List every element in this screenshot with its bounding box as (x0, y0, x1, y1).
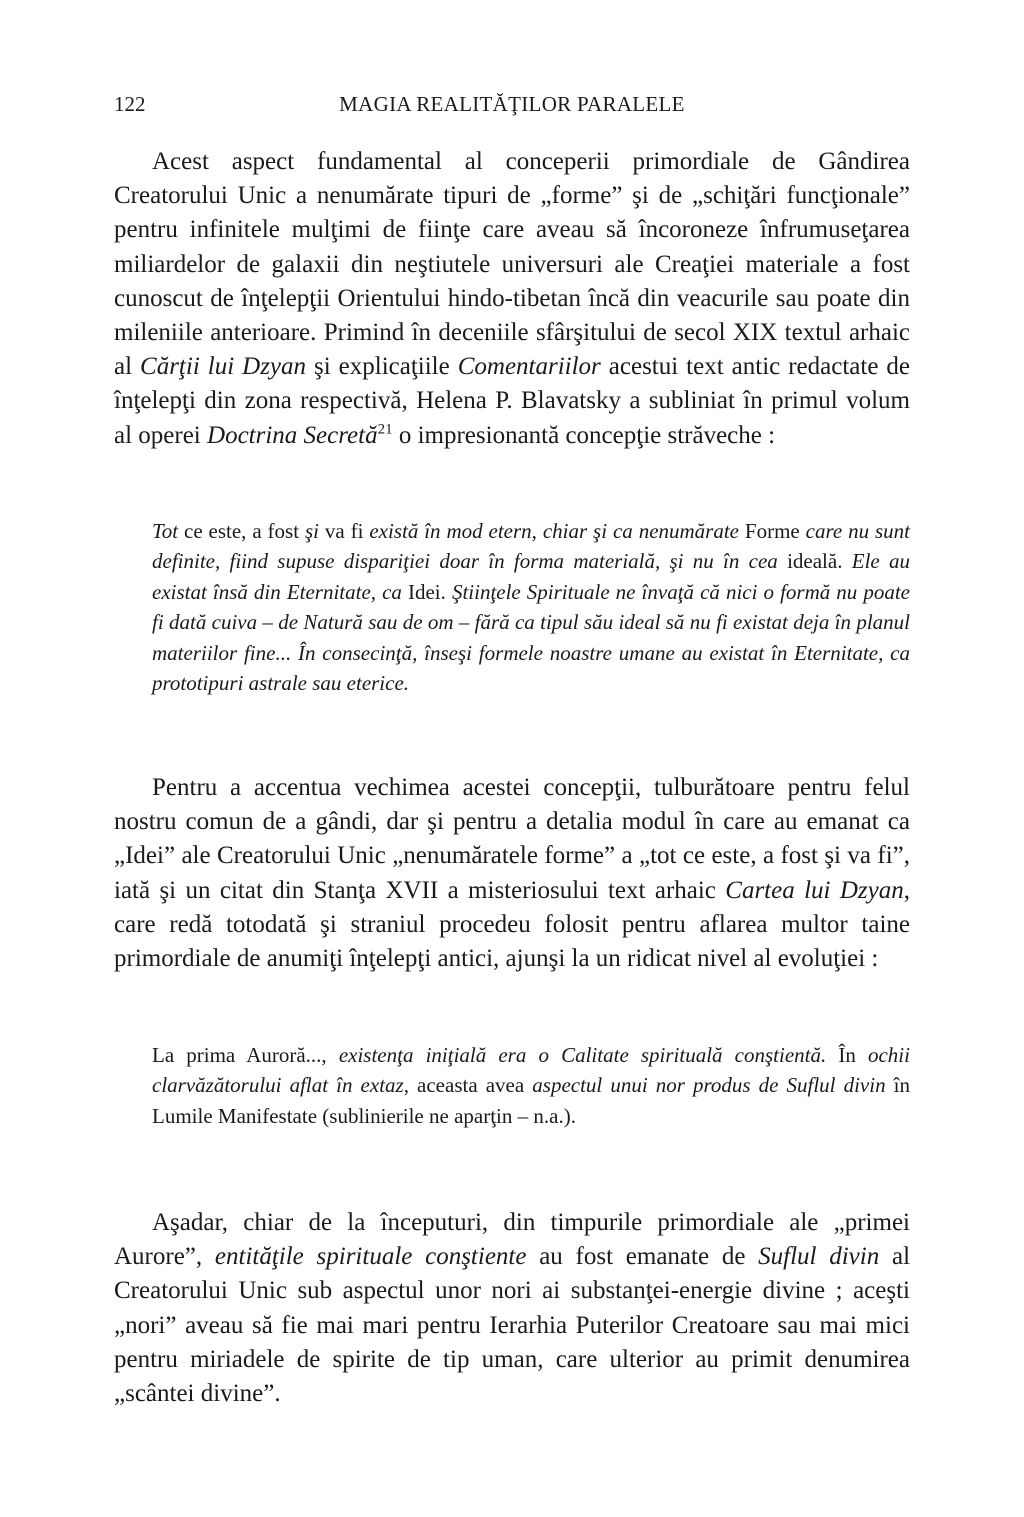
q1-text-e: ideală. (777, 549, 852, 574)
p3-italic-a: entităţile spirituale conştiente (214, 1243, 527, 1271)
p3-text-b: au fost emanate de (526, 1243, 759, 1271)
p1-text-d: o impresionantă concepţie străveche : (392, 421, 776, 449)
q1-text-b: ce este, a fost (178, 519, 305, 543)
q2-italic-a: existenţa iniţială era o Calitate spirituală conştientă. (338, 1043, 827, 1067)
q1-italic-e: Ele au existat însă din Eternitate, ca (152, 549, 911, 604)
p3-text-a: Aşadar, chiar de la începuturi, din timpurile primordiale ale „primei Aurore”, (114, 1209, 910, 1271)
paragraph-2 (114, 771, 910, 976)
q2-text-b: În (826, 1043, 868, 1067)
p1-text-a: Acest aspect fundamental al conceperii primordiale de Gândirea Creatorului Unic a nenumărate tipuri de „forme” şi de „schiţări funcţionale” pentru infinitele mulţimi de fiinţe care aveau să încoroneze înfrumuseţarea miliardelor de galaxii din neştiutele universuri ale Creaţiei materiale a fost cunoscut de înţelepţii Orientului hindo-tibetan încă din veacurile sau poate din mileniile anterioare. Primind în deceniile sfârşitului de secol XIX textul arhaic al (114, 148, 910, 381)
p3-text-c: al Creatorului Unic sub aspectul unor nori ai substanţei-energie divine ; aceşti „nori” aveau să fie mai mari pentru Ierarhia Puterilor Creatoare sau mai mici pentru miriadele de spirite de tip uman, care ulterior au primit denumirea „scântei divine”. (114, 1243, 911, 1408)
q2-italic-c: aspectul unui nor produs de Suflul divin (532, 1073, 886, 1098)
p1-title-carti-lui-dzyan: Cărţii lui Dzyan (140, 353, 307, 381)
q1-italic-a: Tot (152, 519, 179, 543)
q1-italic-b: şi (304, 519, 319, 543)
p2-text-a: Pentru a accentua vechimea acestei concepţii, tulburătoare pentru felul nostru comun de a gândi, dar şi pentru a detalia modul în care au emanat ca „Idei” ale Creatorului Unic „nenumăratele forme” a „tot ce este, a fost şi va fi”, iată şi un citat din Stanţa XVII a misteriosului text arhaic (114, 774, 910, 904)
q2-text-c: aceasta avea (408, 1073, 533, 1098)
footnote-ref-21: 21 (377, 421, 393, 438)
paragraph-1 (114, 145, 910, 453)
p2-title-cartea-lui-dzyan: Cartea lui Dzyan (725, 876, 904, 904)
q2-italic-b: ochii clarvăzătorului aflat în extaz, (152, 1043, 910, 1098)
q1-text-c: va fi (318, 519, 370, 543)
p2-text-b: , care redă totodată şi straniul procedeu folosit pentru aflarea multor taine primordiale de anumiţi înţelepţi antici, ajunşi la un ridicat nivel al evoluţiei : (114, 876, 910, 973)
p1-text-b: şi explicaţiile (306, 353, 458, 381)
q2-text-d: în Lumile Manifestate (sublinierile ne aparţin – n.a.). (152, 1073, 911, 1128)
page-header (114, 92, 910, 122)
paragraph-3 (114, 1206, 910, 1411)
block-quote-1 (152, 516, 910, 698)
p3-italic-b: Suflul divin (758, 1243, 880, 1271)
running-title: MAGIA REALITĂŢILOR PARALELE (339, 92, 685, 116)
p1-title-comentariilor: Comentariilor (457, 353, 601, 381)
q1-text-f: Idei. (401, 579, 452, 604)
q1-italic-f: Ştiinţele Spirituale ne învaţă că nici o formă nu poate fi dată cuiva – de Natură sau de om – fără ca tipul său ideal să nu fi existat deja în planul materiilor fine... În consecinţă, înseşi formele noastre umane au existat în Eternitate, ca prototipuri astrale sau eterice. (152, 579, 911, 696)
p1-text-c: acestui text antic redactate de înţelepţi din zona respectivă, Helena P. Blavatsky a subliniat în primul volum al operei (114, 353, 911, 449)
q2-text-a: La prima Auroră..., (152, 1043, 339, 1067)
page-number: 122 (114, 92, 146, 116)
q1-italic-d: care nu sunt definite, fiind supuse dispariţiei doar în forma materială, şi nu în cea (152, 519, 911, 574)
block-quote-2 (152, 1040, 910, 1131)
p1-title-doctrina-secreta: Doctrina Secretă (207, 421, 378, 449)
q1-text-d: Forme (739, 519, 806, 543)
q1-italic-c: există în mod etern, chiar şi ca nenumărate (369, 519, 740, 543)
